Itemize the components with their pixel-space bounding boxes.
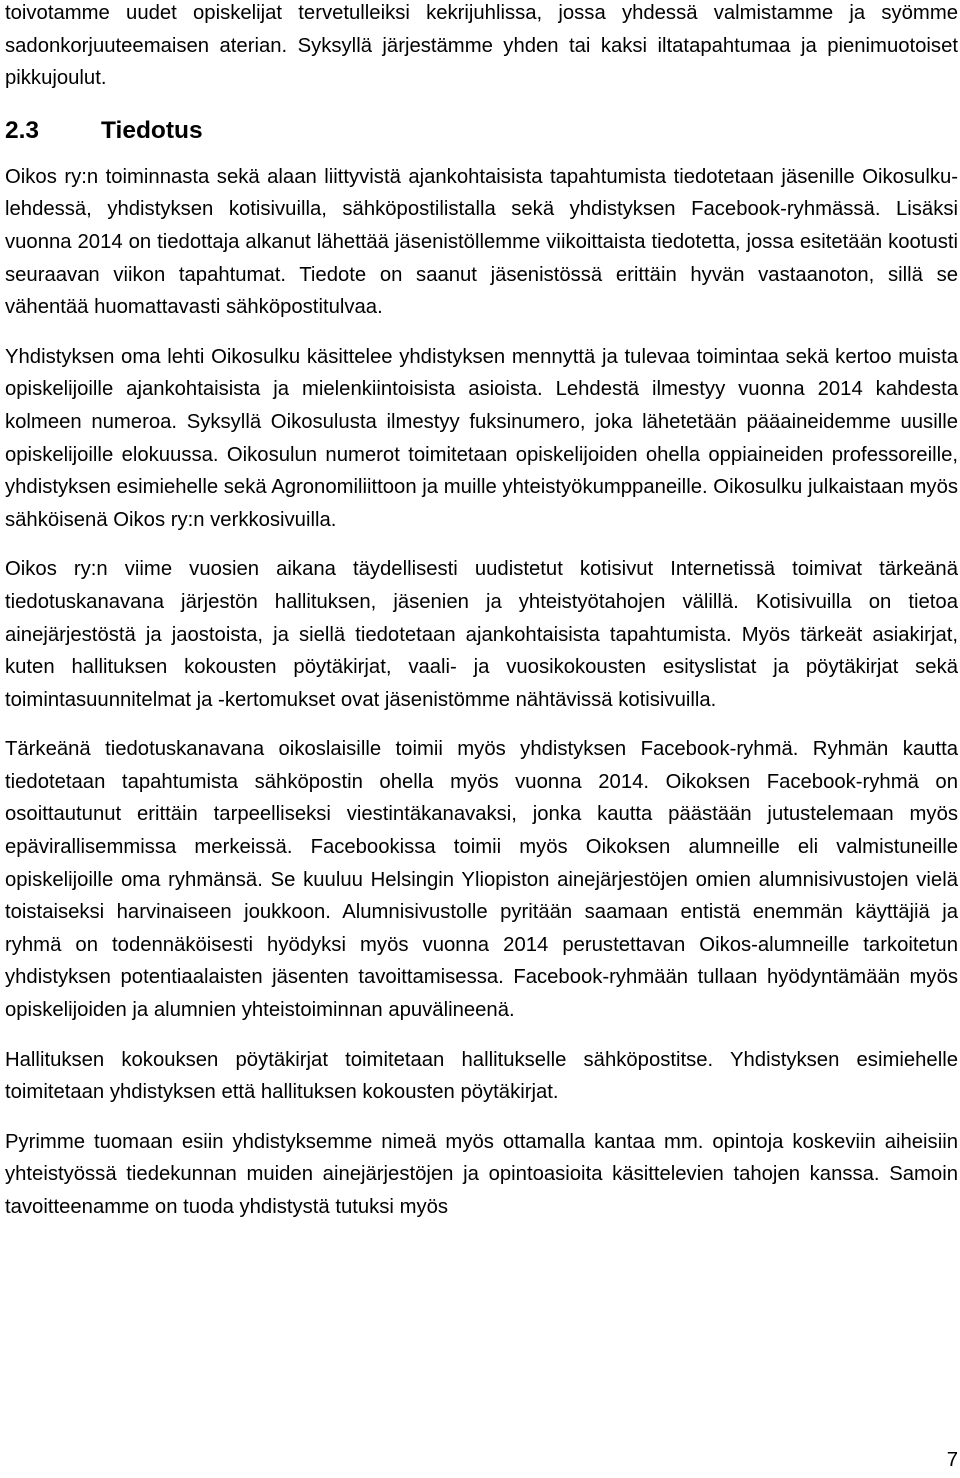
section-title: Tiedotus: [101, 116, 203, 144]
paragraph-facebook-group: Tärkeänä tiedotuskanavana oikoslaisille toimii myös yhdistyksen Facebook-ryhmä. Ryhmän kautta tiedotetaan tapahtumista sähköpostin ohella myös vuonna 2014. Oikoksen Facebook-ryhmä on osoittautunut erittäin tarpeelliseksi viestintäkanavaksi, jonka kautta päästään jutustelemaan myös epävirallisemmissa merkeissä. Facebookissa toimii myös Oikoksen alumneille eli valmistuneille opiskelijoille oma ryhmänsä. Se kuuluu Helsingin Yliopiston ainejärjestöjen omien alumnisivustojen vielä toistaiseksi harvinaiseen joukkoon. Alumnisivustolle pyritään saamaan entistä enemmän käyttäjiä ja ryhmä on todennäköisesti hyödyksi myös vuonna 2014 perustettavan Oikos-alumneille tarkoitetun yhdistyksen potentiaalaisten jäsenten tavoittamisessa. Facebook-ryhmään tullaan hyödyntämään myös opiskelijoiden ja alumnien yhteistoiminnan apuvälineenä.: [5, 738, 958, 1022]
intro-paragraph: toivotamme uudet opiskelijat tervetulleiksi kekrijuhlissa, jossa yhdessä valmistamme ja syömme sadonkorjuuteemaisen aterian. Syksyllä järjestämme yhden tai kaksi iltatapahtumaa ja pienimuotoiset pikkujoulut.: [5, 2, 958, 90]
paragraph-website: Oikos ry:n viime vuosien aikana täydellisesti uudistetut kotisivut Internetissä toimivat tärkeänä tiedotuskanavana järjestön hallituksen, jäsenien ja yhteistyötahojen välillä. Kotisivuilla on tietoa ainejärjestöstä ja jaostoista, ja siellä tiedotetaan ajankohtaisista tapahtumista. Myös tärkeät asiakirjat, kuten hallituksen kokousten pöytäkirjat, vaali- ja vuosikokousten esityslistat ja pöytäkirjat sekä toimintasuunnitelmat ja -kertomukset ovat jäsenistömme nähtävissä kotisivuilla.: [5, 558, 958, 711]
paragraph-communication-channels: Oikos ry:n toiminnasta sekä alaan liittyvistä ajankohtaisista tapahtumista tiedotetaan jäsenille Oikosulku-lehdessä, yhdistyksen kotisivuilla, sähköpostilistalla sekä yhdistyksen Facebook-ryhmässä. Lisäksi vuonna 2014 on tiedottaja alkanut lähettää jäsenistöllemme viikoittaista tiedotetta, jossa esitetään kootusti seuraavan viikon tapahtumat. Tiedote on saanut jäsenistössä erittäin hyvän vastaanoton, sillä se vähentää huomattavasti sähköpostitulvaa.: [5, 165, 958, 319]
paragraph-oikosulku-magazine: Yhdistyksen oma lehti Oikosulku käsittelee yhdistyksen mennyttä ja tulevaa toimintaa sekä kertoo muista opiskelijoille ajankohtaisista ja mielenkiintoisista asioista. Lehdestä ilmestyy vuonna 2014 kahdesta kolmeen numeroa. Syksyllä Oikosulusta ilmestyy fuksinumero, joka lähetetään pääaineidemme uusille opiskelijoille elokuussa. Oikosulun numerot toimitetaan opiskelijoiden ohella oppiaineiden professoreille, yhdistyksen esimiehelle sekä Agronomiliittoon ja muille yhteistyökumppaneille. Oikosulku julkaistaan myös sähköisenä Oikos ry:n verkkosivuilla.: [5, 345, 958, 531]
paragraph-meeting-minutes: Hallituksen kokouksen pöytäkirjat toimitetaan hallitukselle sähköpostitse. Yhdistyksen esimiehelle toimitetaan yhdistyksen että hallituksen kokousten pöytäkirjat.: [5, 1048, 958, 1104]
section-heading: [5, 115, 958, 147]
paragraph-visibility: Pyrimme tuomaan esiin yhdistyksemme nimeä myös ottamalla kantaa mm. opintoja koskeviin aiheisiin yhteistyössä tiedekunnan muiden ainejärjestöjen ja opintoasioita käsittelevien tahojen kanssa. Samoin tavoitteenamme on tuoda yhdistystä tutuksi myös: [5, 1130, 958, 1218]
page-number: 7: [946, 1449, 958, 1471]
section-number: 2.3: [5, 116, 40, 144]
document-page: [5, 0, 958, 1224]
